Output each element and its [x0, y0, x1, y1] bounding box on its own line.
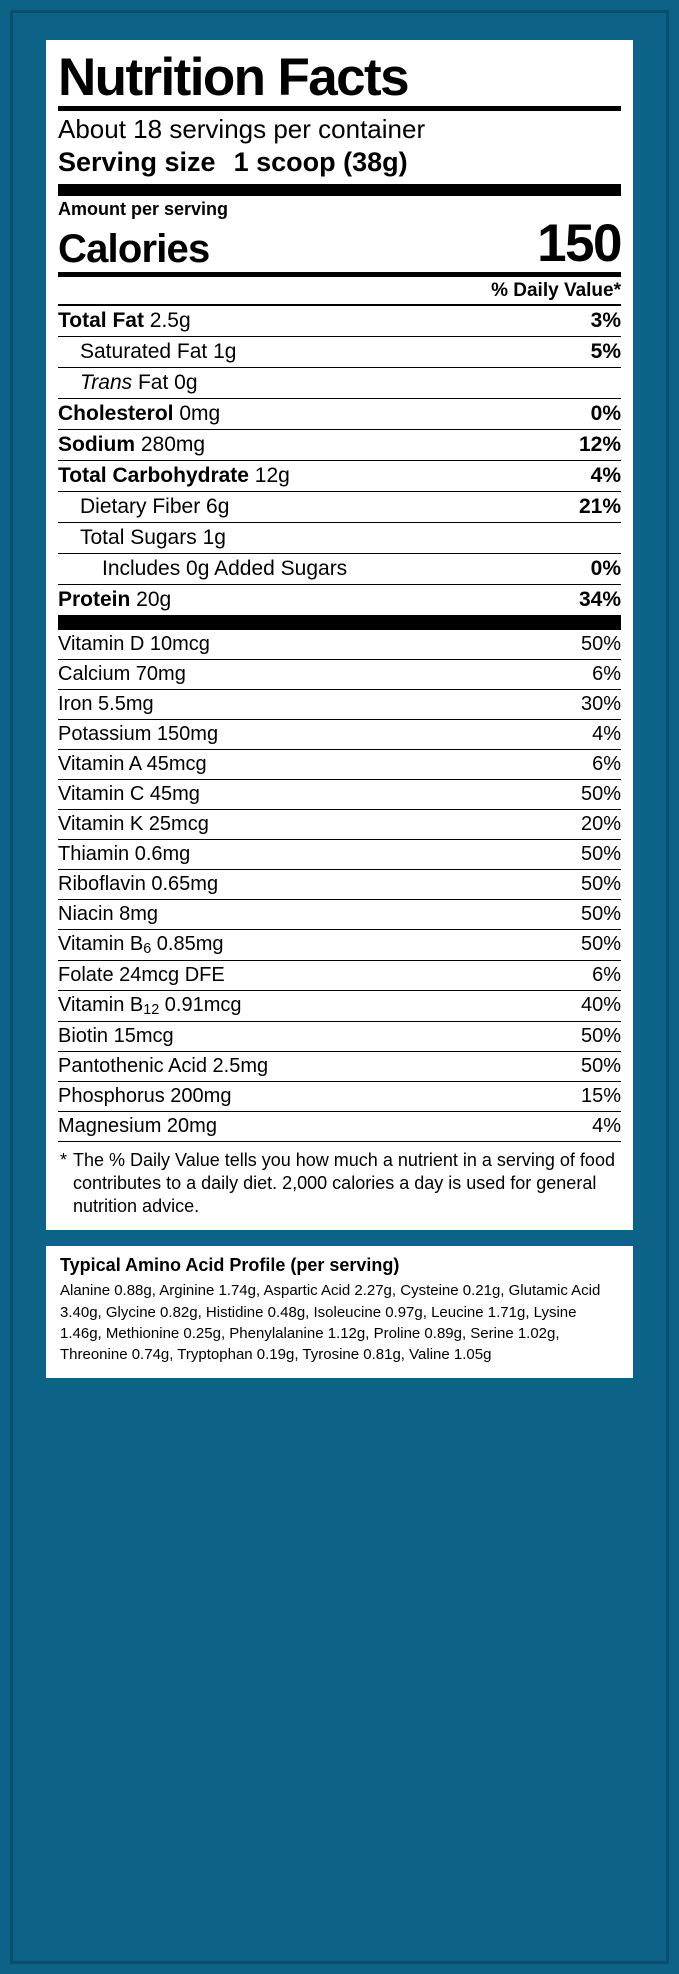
- micronutrient-name: Vitamin D 10mcg: [58, 632, 210, 655]
- nutrient-row: [58, 337, 621, 368]
- nutrient-row: [58, 399, 621, 430]
- micronutrient-daily-value: 50%: [580, 932, 621, 955]
- micronutrient-row: [58, 750, 621, 780]
- footnote-star: *: [60, 1150, 68, 1171]
- micronutrient-row: [58, 900, 621, 930]
- micronutrient-row: [58, 1112, 621, 1142]
- micronutrient-daily-value: 6%: [592, 964, 621, 987]
- divider-thick: [58, 184, 621, 196]
- micronutrient-daily-value: 50%: [580, 872, 621, 895]
- amino-acid-title: Typical Amino Acid Profile (per serving): [60, 1255, 400, 1276]
- nutrient-daily-value: 12%: [578, 432, 621, 456]
- micronutrient-daily-value: 50%: [580, 902, 621, 925]
- nutrient-daily-value: 21%: [578, 494, 621, 518]
- nutrient-name: Total Sugars 1g: [80, 525, 226, 549]
- micronutrient-name: Thiamin 0.6mg: [58, 842, 191, 865]
- micronutrient-name: Riboflavin 0.65mg: [58, 872, 219, 895]
- nutrient-row: [58, 585, 621, 616]
- nutrient-name: Trans Fat 0g: [80, 370, 198, 394]
- micronutrient-name: Biotin 15mcg: [58, 1025, 174, 1048]
- nutrient-daily-value: 3%: [590, 308, 621, 332]
- nutrient-row: [58, 554, 621, 585]
- micronutrient-row: [58, 1052, 621, 1082]
- micronutrient-name: Folate 24mcg DFE: [58, 964, 225, 987]
- micronutrient-daily-value: 50%: [580, 632, 621, 655]
- nutrient-name: Includes 0g Added Sugars: [102, 556, 348, 580]
- micronutrient-row: [58, 930, 621, 961]
- micronutrient-name: Niacin 8mg: [58, 902, 159, 925]
- nutrient-name: Saturated Fat 1g: [80, 339, 237, 363]
- footnote-text: The % Daily Value tells you how much a nutrient in a serving of food contributes to a daily diet. 2,000 calories a day is used for general nutrition advice.: [73, 1150, 615, 1217]
- nutrient-row: [58, 492, 621, 523]
- nutrient-row: [58, 523, 621, 554]
- micronutrient-daily-value: 15%: [580, 1085, 621, 1108]
- micronutrient-row: [58, 660, 621, 690]
- micronutrient-daily-value: 40%: [580, 994, 621, 1017]
- daily-value-header: % Daily Value*: [491, 279, 621, 301]
- page-title: Nutrition Facts: [58, 48, 408, 107]
- micronutrient-name: Vitamin $B_{12}$ 0.91mcg: [58, 994, 242, 1019]
- micronutrient-daily-value: 4%: [592, 1115, 621, 1138]
- serving-size-value: 1 scoop (38g): [233, 147, 408, 178]
- calories-row: [58, 214, 621, 274]
- nutrient-name: Protein 20g: [58, 587, 172, 611]
- micronutrient-row: [58, 1022, 621, 1052]
- micronutrient-row: [58, 630, 621, 660]
- micronutrient-daily-value: 4%: [592, 722, 621, 745]
- micronutrient-row: [58, 961, 621, 991]
- micronutrient-name: Vitamin C 45mg: [58, 782, 200, 805]
- nutrient-daily-value: 0%: [590, 556, 621, 580]
- divider-black-bar: [58, 616, 621, 630]
- serving-size-label: Serving size: [58, 147, 216, 178]
- micronutrient-name: Calcium 70mg: [58, 662, 186, 685]
- nutrient-name: Cholesterol 0mg: [58, 401, 221, 425]
- nutrition-facts-panel: [46, 40, 633, 1230]
- micronutrient-row: [58, 840, 621, 870]
- micronutrient-name: Potassium 150mg: [58, 722, 219, 745]
- amino-acid-body: Alanine 0.88g, Arginine 1.74g, Aspartic Acid 2.27g, Cysteine 0.21g, Glutamic Acid 3.40g, Glycine 0.82g, Histidine 0.48g, Isoleucine 0.97g, Leucine 1.71g, Lysine 1.46g, Methionine 0.25g, Phenylalanine 1.12g, Proline 0.89g, Serine 1.02g, Threonine 0.74g, Tryptophan 0.19g, Tyrosine 0.81g, Valine 1.05g: [60, 1282, 601, 1364]
- nutrient-daily-value: 34%: [578, 587, 621, 611]
- micronutrient-name: Phosphorus 200mg: [58, 1085, 232, 1108]
- servings-per-container: About 18 servings per container: [58, 113, 426, 144]
- micronutrient-row: [58, 780, 621, 810]
- footnote: [58, 1142, 621, 1220]
- nutrient-name: Dietary Fiber 6g: [80, 494, 230, 518]
- nutrient-name: Total Carbohydrate 12g: [58, 463, 290, 487]
- nutrient-name: Total Fat 2.5g: [58, 308, 191, 332]
- micronutrient-daily-value: 6%: [592, 752, 621, 775]
- nutrient-daily-value: 5%: [590, 339, 621, 363]
- nutrient-daily-value: 4%: [590, 463, 621, 487]
- micronutrient-name: Vitamin $B_6$ 0.85mg: [58, 932, 224, 958]
- micronutrient-name: Magnesium 20mg: [58, 1115, 217, 1138]
- nutrient-name: Sodium 280mg: [58, 432, 206, 456]
- micronutrient-row: [58, 1082, 621, 1112]
- nutrient-row: [58, 368, 621, 399]
- micronutrient-daily-value: 30%: [580, 692, 621, 715]
- micronutrient-daily-value: 50%: [580, 1025, 621, 1048]
- micronutrient-daily-value: 20%: [580, 812, 621, 835]
- micronutrient-name: Vitamin A 45mcg: [58, 752, 207, 775]
- serving-size-row: [58, 145, 621, 184]
- micronutrient-row: [58, 690, 621, 720]
- micronutrient-row: [58, 810, 621, 840]
- nutrient-row: [58, 306, 621, 337]
- nutrient-row: [58, 430, 621, 461]
- amount-per-serving-label: Amount per serving: [58, 199, 229, 220]
- micronutrient-daily-value: 50%: [580, 782, 621, 805]
- micronutrient-daily-value: 50%: [580, 842, 621, 865]
- micronutrient-row: [58, 720, 621, 750]
- micronutrient-name: Pantothenic Acid 2.5mg: [58, 1055, 269, 1078]
- micronutrient-daily-value: 6%: [592, 662, 621, 685]
- macronutrient-list: [58, 306, 621, 616]
- micronutrient-row: [58, 991, 621, 1022]
- micronutrient-name: Vitamin K 25mcg: [58, 812, 209, 835]
- micronutrient-daily-value: 50%: [580, 1055, 621, 1078]
- nutrient-row: [58, 461, 621, 492]
- micronutrient-name: Iron 5.5mg: [58, 692, 154, 715]
- amino-acid-panel: [46, 1246, 633, 1377]
- micronutrient-list: [58, 630, 621, 1142]
- calories-value: 150: [537, 214, 621, 274]
- nutrient-daily-value: 0%: [590, 401, 621, 425]
- calories-label: Calories: [58, 226, 210, 271]
- micronutrient-row: [58, 870, 621, 900]
